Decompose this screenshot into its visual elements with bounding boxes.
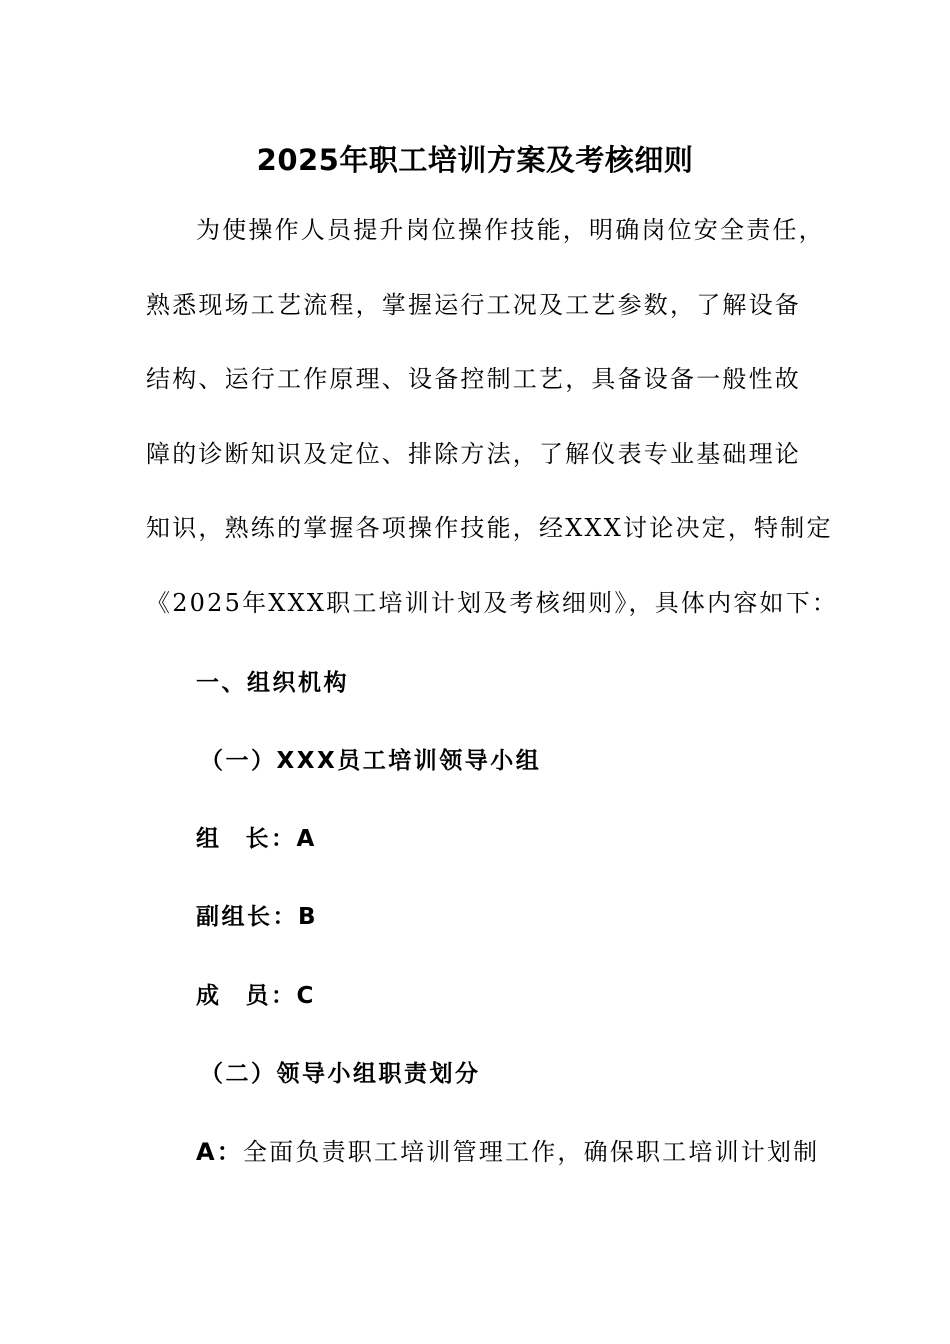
intro-paragraph	[146, 193, 839, 640]
member-label-part2: 员：C	[245, 983, 316, 1009]
document-title: 2025年职工培训方案及考核细则	[256, 143, 694, 177]
group-leader-label-part2: 长：A	[245, 826, 317, 852]
member-label-part1: 成	[196, 983, 222, 1009]
role-a-line	[196, 1136, 819, 1168]
intro-line-5: 知识，熟练的掌握各项操作技能，经XXX讨论决定，特制定	[146, 514, 833, 542]
deputy-leader-line: 副组长：B	[196, 904, 319, 930]
group-leader-label-part1: 组	[196, 826, 222, 852]
group-leader-line	[196, 823, 317, 855]
role-a-prefix: A：	[196, 1138, 243, 1166]
intro-line-6: 《2025年XXX职工培训计划及考核细则》，具体内容如下：	[146, 588, 839, 617]
intro-line-2: 熟悉现场工艺流程，掌握运行工况及工艺参数，了解设备	[146, 290, 801, 319]
subsection-heading-training-group: （一）XXX员工培训领导小组	[200, 748, 542, 774]
intro-line-4: 障的诊断知识及定位、排除方法，了解仪表专业基础理论	[146, 439, 801, 468]
intro-line-1: 为使操作人员提升岗位操作技能，明确岗位安全责任，	[196, 216, 825, 244]
member-line	[196, 980, 316, 1012]
subsection-heading-responsibilities: （二）领导小组职责划分	[200, 1061, 481, 1087]
intro-line-3: 结构、运行工作原理、设备控制工艺，具备设备一般性故	[146, 365, 801, 393]
section-heading-organization: 一、组织机构	[196, 670, 349, 696]
role-a-text: 全面负责职工培训管理工作，确保职工培训计划制	[242, 1138, 820, 1166]
